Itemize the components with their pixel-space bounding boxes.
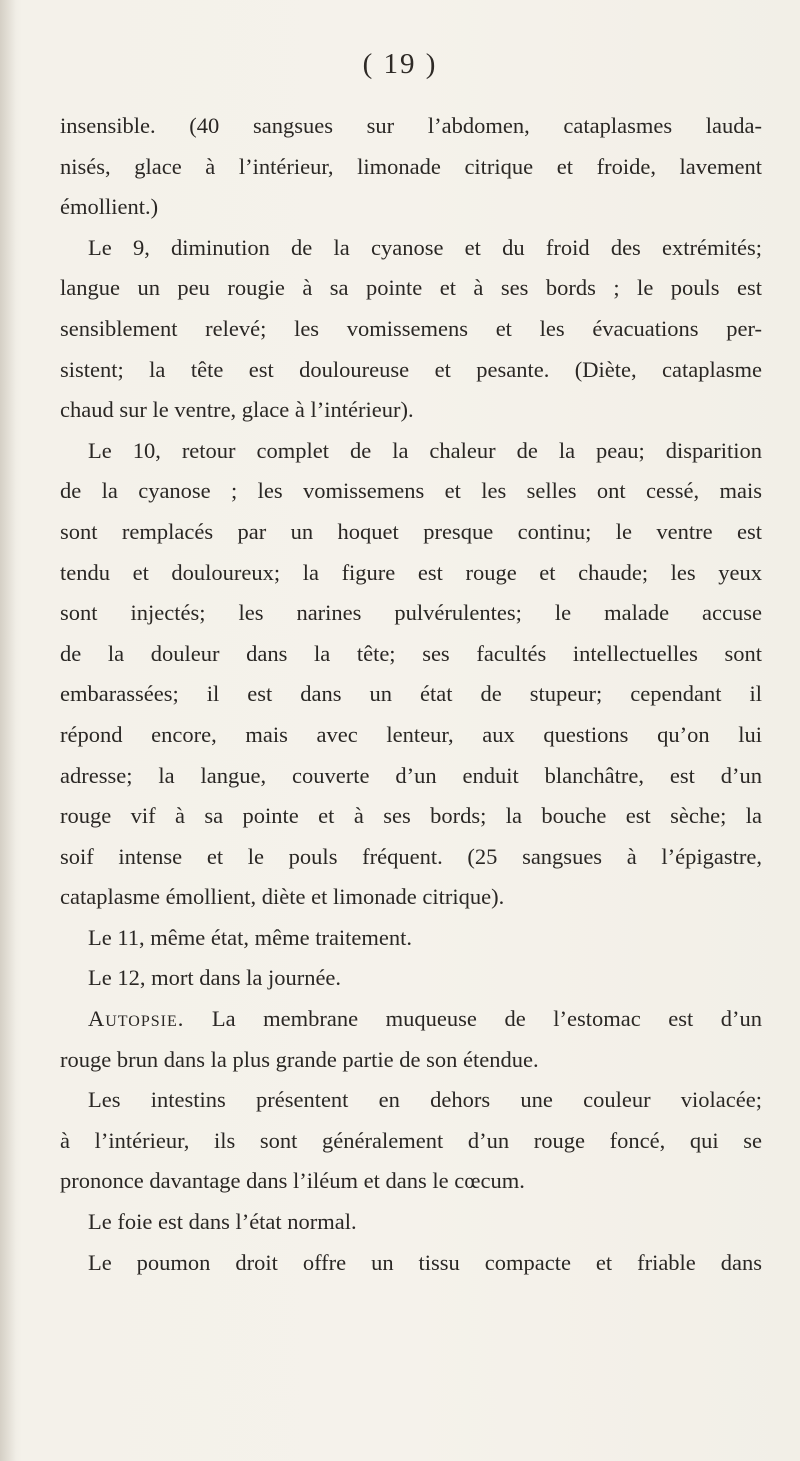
section-heading: Autopsie.: [88, 1006, 185, 1032]
text-line: sont injectés; les narines pulvérulentes; le malade accuse: [60, 600, 762, 626]
text-line: Le 10, retour complet de la chaleur de la peau; disparition: [88, 437, 762, 463]
text-line: rouge brun dans la plus grande partie de son étendue.: [60, 1046, 539, 1072]
text-line: à l’intérieur, ils sont généralement d’un rouge foncé, qui se: [60, 1127, 762, 1153]
text-line: embarassées; il est dans un état de stupeur; cependant il: [60, 681, 762, 707]
text-line: [60, 999, 762, 1040]
text-line: Le foie est dans l’état normal.: [88, 1209, 357, 1235]
text-line: répond encore, mais avec lenteur, aux questions qu’on lui: [60, 721, 762, 747]
page-number: ( 19 ): [362, 48, 438, 80]
text-span: La membrane muqueuse de l’estomac est d’un: [184, 1006, 762, 1032]
text-line: sistent; la tête est douloureuse et pesante. (Diète, cataplasme: [60, 356, 762, 382]
text-line: Les intestins présentent en dehors une couleur violacée;: [88, 1087, 762, 1113]
text-line: de la douleur dans la tête; ses facultés intellectuelles sont: [60, 640, 762, 666]
body-text: [60, 106, 762, 1283]
text-line: cataplasme émollient, diète et limonade citrique).: [60, 884, 505, 910]
text-line: adresse; la langue, couverte d’un enduit blanchâtre, est d’un: [60, 762, 762, 788]
text-line: soif intense et le pouls fréquent. (25 sangsues à l’épigastre,: [60, 843, 762, 869]
text-line: langue un peu rougie à sa pointe et à ses bords ; le pouls est: [60, 275, 762, 301]
text-line: chaud sur le ventre, glace à l’intérieur).: [60, 397, 414, 423]
text-line: nisés, glace à l’intérieur, limonade citrique et froide, lavement: [60, 153, 762, 179]
text-line: tendu et douloureux; la figure est rouge et chaude; les yeux: [60, 559, 762, 585]
text-line: prononce davantage dans l’iléum et dans le cœcum.: [60, 1168, 525, 1194]
text-line: insensible. (40 sangsues sur l’abdomen, cataplasmes lauda-: [60, 113, 762, 138]
text-line: Le poumon droit offre un tissu compacte et friable dans: [88, 1249, 762, 1275]
text-line: rouge vif à sa pointe et à ses bords; la bouche est sèche; la: [60, 803, 762, 829]
text-line: Le 11, même état, même traitement.: [88, 924, 413, 950]
text-line: émollient.): [60, 194, 159, 220]
text-line: Le 12, mort dans la journée.: [88, 965, 342, 991]
text-line: sont remplacés par un hoquet presque continu; le ventre est: [60, 518, 762, 544]
text-line: sensiblement relevé; les vomissemens et les évacuations per-: [60, 315, 762, 341]
binding-shadow: [0, 0, 16, 1461]
text-line: de la cyanose ; les vomissemens et les selles ont cessé, mais: [60, 478, 762, 504]
text-line: Le 9, diminution de la cyanose et du froid des extrémités;: [88, 234, 762, 260]
